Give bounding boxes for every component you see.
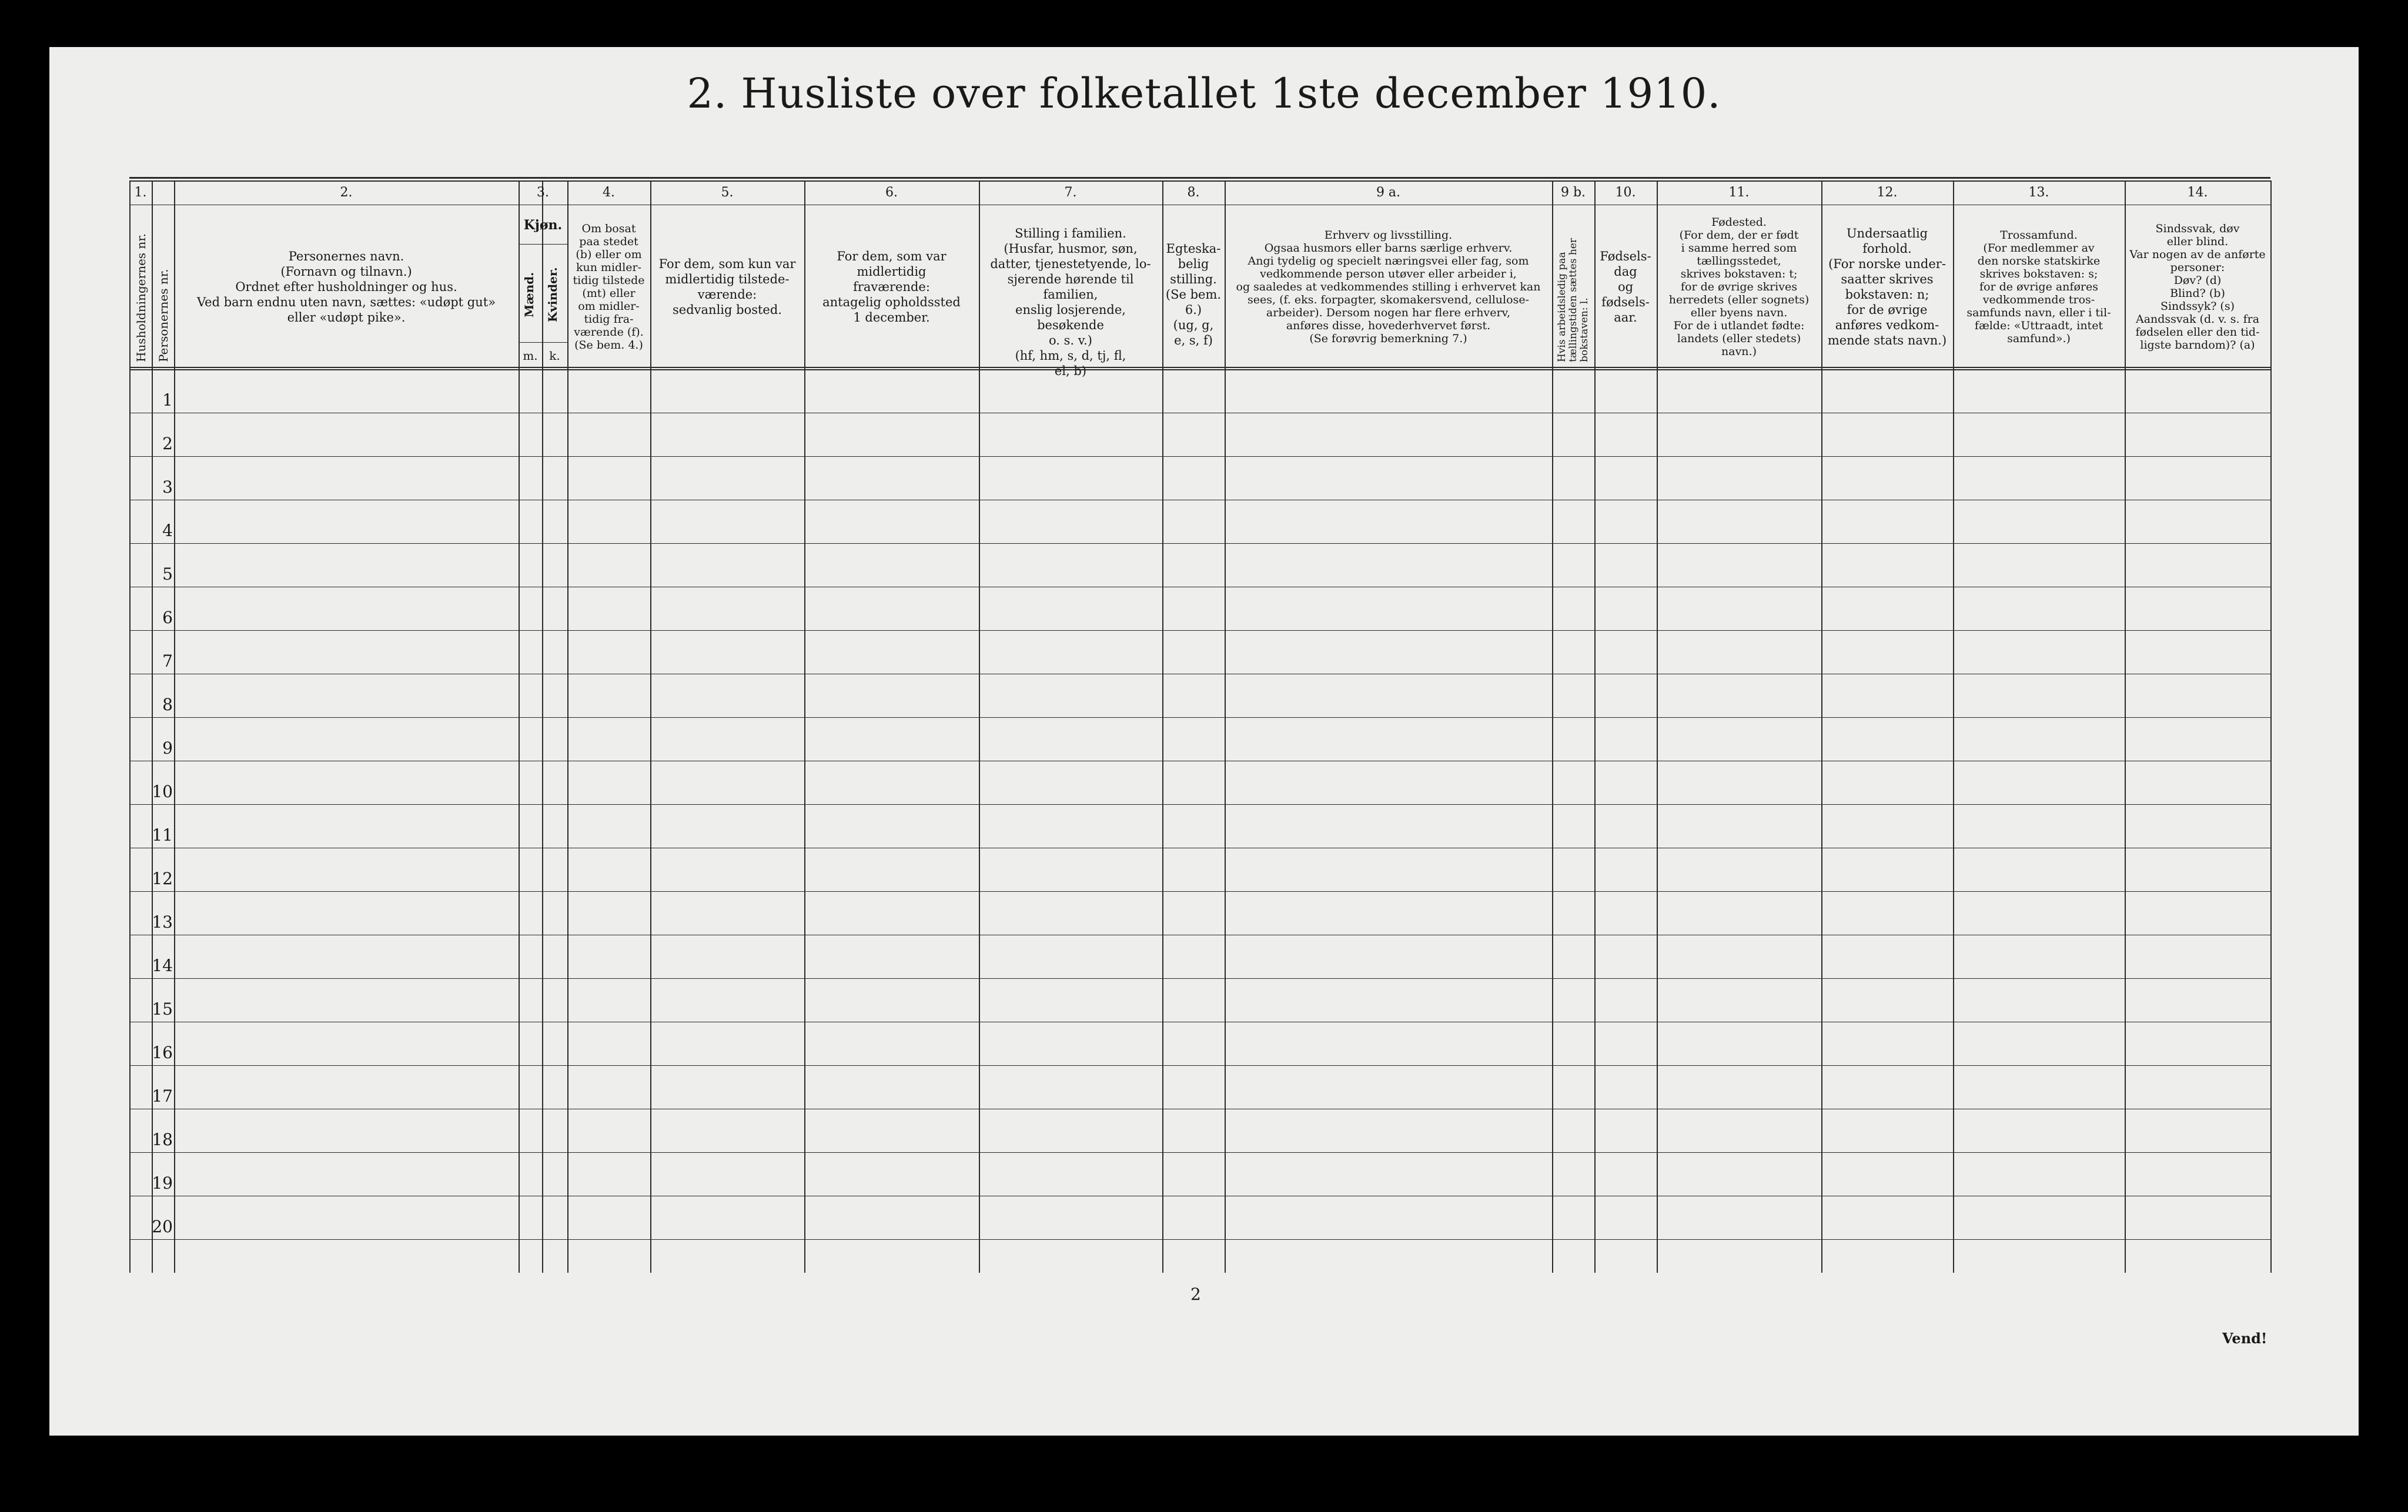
row-rule — [129, 978, 2270, 979]
row-number: 2 — [162, 434, 173, 453]
column-header: Personernes navn. (Fornavn og tilnavn.) Ordnet efter husholdninger og hus. Ved barn endnu uten navn, sættes: «udøpt gut» eller «udøpt pike». — [196, 249, 496, 325]
row-number: 15 — [152, 999, 173, 1019]
row-number: 19 — [152, 1173, 173, 1193]
row-number: 5 — [162, 564, 173, 584]
column-header: Stilling i familien. (Husfar, husmor, søn, datter, tjenestetyende, lo- sjerende hørende til familien, enslig losjerende, besøkende o. s. v.) (hf, hm, s, d, tj, fl, el, b) — [990, 226, 1151, 378]
sex-subheader-rule — [519, 342, 567, 343]
column-number: 10. — [1615, 185, 1636, 200]
column-header: Fødested. (For dem, der er født i samme herred som tællingsstedet, skrives bokstaven: t; for de øvrige skrives herredets (eller sognets) eller byens navn. For de i utlandet fødte: landets (eller stedets) navn.) — [1668, 216, 1810, 358]
sex-header: Kjøn. — [523, 218, 563, 233]
column-rule — [2270, 180, 2272, 1273]
header-bottom-rule — [129, 367, 2270, 368]
sex-m-label: m. — [523, 349, 538, 363]
column-number: 11. — [1728, 185, 1750, 200]
column-header: Undersaatlig forhold. (For norske under- saatter skrives bokstaven: n; for de øvrige anføres vedkom- mende stats navn.) — [1827, 226, 1947, 347]
table-top-rule — [129, 177, 2270, 179]
row-number: 17 — [152, 1086, 173, 1106]
sex-men-header: Mænd. — [522, 272, 536, 317]
row-number: 3 — [162, 477, 173, 497]
sex-k-label: k. — [549, 349, 560, 363]
column-number: 3. — [537, 185, 549, 200]
row-rule — [129, 717, 2270, 718]
row-rule — [129, 1239, 2270, 1240]
row-rule — [129, 1065, 2270, 1066]
row-rule — [129, 1152, 2270, 1153]
row-number: 9 — [162, 738, 173, 758]
column-header: For dem, som kun var midlertidig tilstede- værende: sedvanlig bosted. — [658, 257, 796, 317]
row-number: 10 — [152, 782, 173, 801]
column-number: 2. — [340, 185, 353, 200]
column-header: For dem, som var midlertidig fraværende: antagelig opholdssted 1 december. — [822, 249, 961, 325]
column-header-rotated: Husholdningernes nr. — [134, 233, 148, 362]
page-title: 2. Husliste over folketallet 1ste december 1910. — [687, 69, 1721, 118]
row-number: 20 — [152, 1217, 173, 1236]
row-number: 1 — [162, 390, 173, 410]
row-rule — [129, 456, 2270, 457]
column-number: 12. — [1877, 185, 1898, 200]
table-top-rule — [129, 180, 2270, 182]
row-number: 6 — [162, 608, 173, 627]
column-number: 9 b. — [1560, 185, 1586, 200]
sex-subheader-rule — [519, 244, 567, 245]
column-header: Erhverv og livsstilling. Ogsaa husmors eller barns særlige erhverv. Angi tydelig og specielt næringsvei eller fag, som vedkommende person utøver eller arbeider i, og saaledes at vedkommendes stilling i erhvervet kan sees, (f. eks. forpagter, skomakersvend, cellulose- arbeider). Dersom nogen har flere erhverv, anføres disse, hovederhvervet først. (Se forøvrig bemerkning 7.) — [1236, 229, 1541, 345]
page-number: 2 — [1190, 1284, 1201, 1304]
column-number: 9 a. — [1376, 185, 1401, 200]
sex-women-header: Kvinder. — [546, 267, 560, 322]
column-header-rotated: Personernes nr. — [156, 269, 170, 362]
row-rule — [129, 630, 2270, 631]
column-header: Fødsels- dag og fødsels- aar. — [1600, 249, 1651, 325]
row-number: 4 — [162, 521, 173, 540]
column-number: 4. — [603, 185, 615, 200]
column-header: Sindssvak, døv eller blind. Var nogen av de anførte personer: Døv? (d) Blind? (b) Sindssyk? (s) Aandssvak (d. v. s. fra fødselen eller den tid- ligste barndom)? (a) — [2129, 222, 2266, 352]
column-number: 14. — [2187, 185, 2208, 200]
row-number: 8 — [162, 695, 173, 714]
column-number: 5. — [721, 185, 734, 200]
header-bottom-rule — [129, 369, 2270, 370]
column-number: 13. — [2028, 185, 2049, 200]
column-number: 6. — [885, 185, 898, 200]
row-number: 14 — [152, 956, 173, 975]
turn-page-note: Vend! — [2222, 1330, 2267, 1347]
column-header: Egteska- belig stilling. (Se bem. 6.) (ug, g, e, s, f) — [1165, 242, 1222, 347]
row-number: 13 — [152, 912, 173, 932]
row-number: 11 — [152, 825, 173, 845]
column-number: 1. — [134, 185, 147, 200]
row-number: 16 — [152, 1043, 173, 1062]
row-rule — [129, 804, 2270, 805]
column-header: Om bosat paa stedet (b) eller om kun midler- tidig tilstede (mt) eller om midler- tidig fra- værende (f). (Se bem. 4.) — [573, 222, 645, 352]
row-rule — [129, 543, 2270, 544]
column-header-rotated: Hvis arbeidsledig paa tællingstiden sættes her bokstaven: l. — [1556, 238, 1590, 362]
column-header: Trossamfund. (For medlemmer av den norske statskirke skrives bokstaven: s; for de øvrige anføres vedkommende tros- samfunds navn, eller i til- fælde: «Uttraadt, intet samfund».) — [1966, 229, 2111, 345]
row-number: 12 — [152, 869, 173, 888]
row-rule — [129, 891, 2270, 892]
column-number: 8. — [1187, 185, 1200, 200]
row-number: 18 — [152, 1130, 173, 1149]
column-number: 7. — [1064, 185, 1077, 200]
row-number: 7 — [162, 651, 173, 671]
